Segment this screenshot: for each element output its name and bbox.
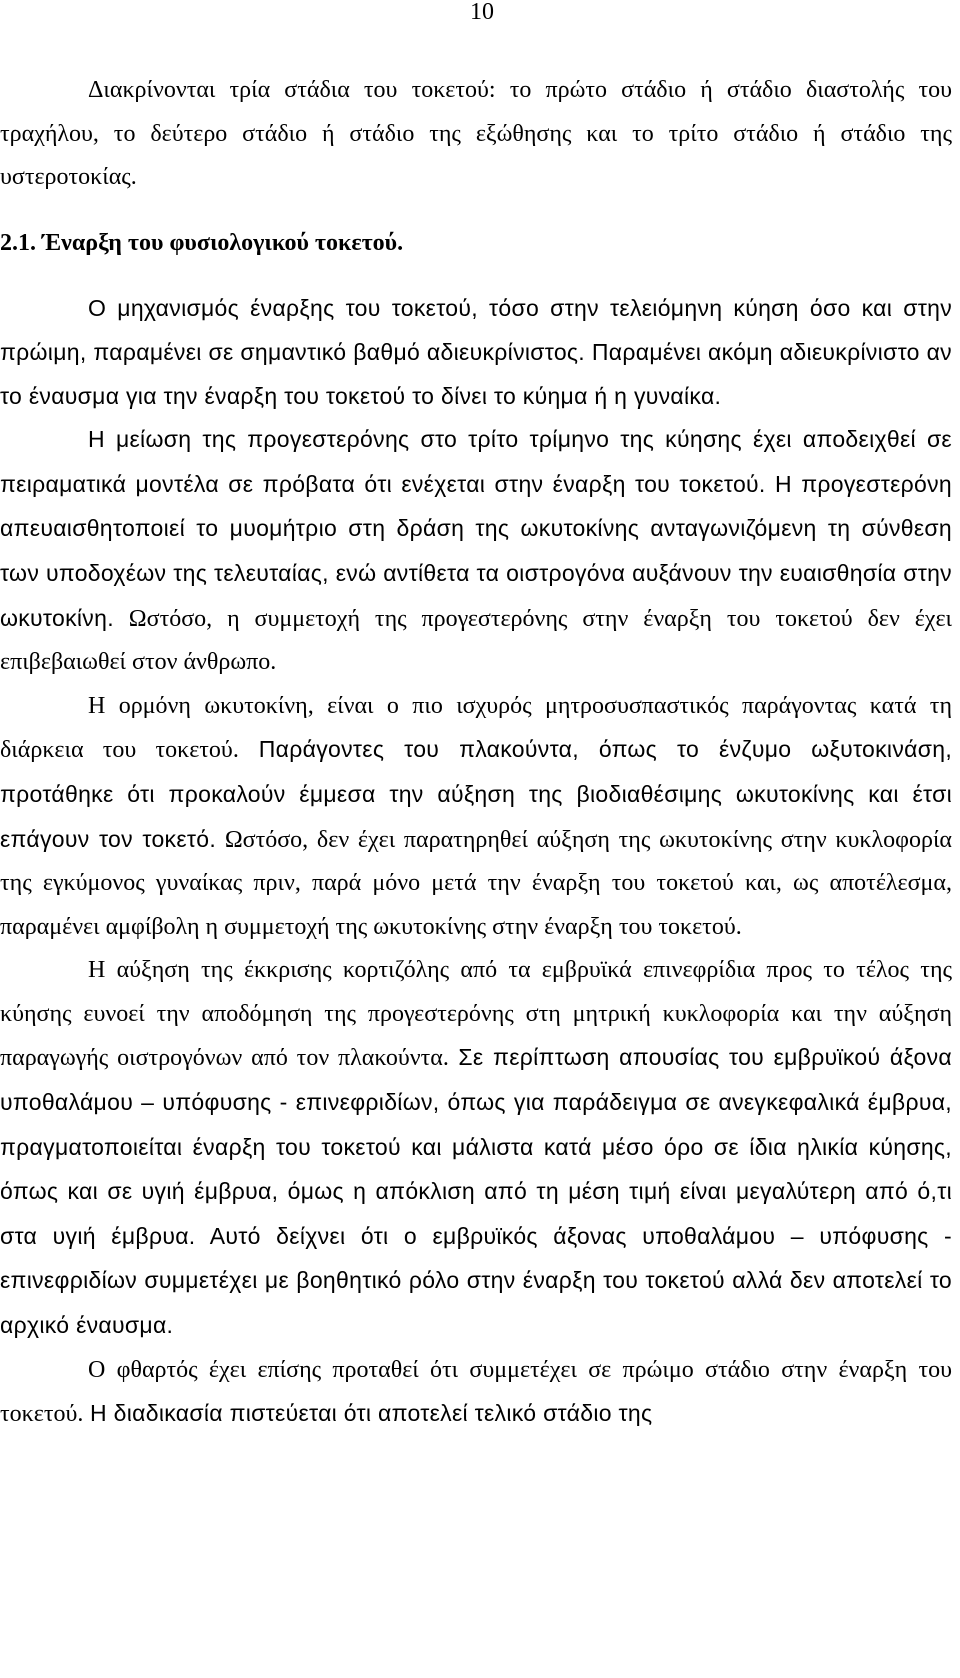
paragraph-progesterone-text-a: Η μείωση της προγεστερόνης στο τρίτο τρίμηνο της κύησης έχει αποδειχθεί σε πειραματικά μοντέλα σε πρόβατα ότι ενέχεται στην έναρξη του τοκετού. Η προγεστερόνη απευαισθητοποιεί το μυομήτριο στη δράση της ωκυτοκίνης ανταγωνιζόμενη τη σύνθεση των υποδοχέων της τελευταίας, ενώ αντίθετα τα οιστρογόνα αυξάνουν την ευαισθησία στην ωκυτοκίνη.: [0, 426, 952, 631]
paragraph-decidua: [0, 1349, 952, 1437]
paragraph-progesterone: [0, 418, 952, 685]
paragraph-oxytocin-text-c: Ωστόσο, δεν έχει παρατηρηθεί αύξηση της ωκυτοκίνης στην κυκλοφορία της εγκύμονος γυναίκας πριν, παρά μόνο μετά την έναρξη του τοκετού και, ως αποτέλεσμα, παραμένει αμφίβολη η συμμετοχή της ωκυτοκίνης στην έναρξη του τοκετού.: [0, 826, 952, 940]
paragraph-cortisol-text-b: Σε περίπτωση απουσίας του εμβρυϊκού άξονα υποθαλάμου – υπόφυσης - επινεφριδίων, όπως για παράδειγμα σε ανεγκεφαλικά έμβρυα, πραγματοποιείται έναρξη του τοκετού και μάλιστα κατά μέσο όρο σε ίδια ηλικία κύησης, όπως και σε υγιή έμβρυα, όμως η απόκλιση από τη μέση τιμή είναι μεγαλύτερη από ό,τι στα υγιή έμβρυα. Αυτό δείχνει ότι ο εμβρυϊκός άξονας υποθαλάμου – υπόφυσης - επινεφριδίων συμμετέχει με βοηθητικό ρόλο στην έναρξη του τοκετού αλλά δεν αποτελεί το αρχικό έναυσμα.: [0, 1044, 952, 1339]
section-heading: 2.1. Έναρξη του φυσιολογικού τοκετού.: [0, 229, 404, 256]
paragraph-decidua-text-a: Ο φθαρτός έχει επίσης προταθεί ότι συμμετέχει σε πρώιμο στάδιο στην έναρξη του τοκετού.: [0, 1356, 952, 1428]
paragraph-cortisol-text-a: Η αύξηση της έκκρισης κορτιζόλης από τα εμβρυϊκά επινεφρίδια προς το τέλος της κύησης ευνοεί την αποδόμηση της προγεστερόνης στη μητρική κυκλοφορία και την αύξηση παραγωγής οιστρογόνων από τον πλακούντα.: [0, 957, 952, 1072]
paragraph-oxytocin-text-a: Η ορμόνη ωκυτοκίνη, είναι ο πιο ισχυρός μητροσυσπαστικός παράγοντας κατά τη διάρκεια του τοκετού.: [0, 692, 952, 764]
document-body: [0, 69, 952, 1437]
paragraph-mechanism: [0, 287, 952, 418]
paragraph-progesterone-text-b: Ωστόσο, η συμμετοχή της προγεστερόνης στην έναρξη του τοκετού δεν έχει επιβεβαιωθεί στον άνθρωπο.: [0, 605, 952, 676]
page-number: 10: [470, 0, 494, 25]
intro-paragraph: Διακρίνονται τρία στάδια του τοκετού: το πρώτο στάδιο ή στάδιο διαστολής του τραχήλου, το δεύτερο στάδιο ή στάδιο της εξώθησης και το τρίτο στάδιο ή στάδιο της υστεροτοκίας.: [0, 77, 952, 191]
paragraph-decidua-text-b: Η διαδικασία πιστεύεται ότι αποτελεί τελικό στάδιο της: [83, 1400, 653, 1427]
paragraph-mechanism-text: Ο μηχανισμός έναρξης του τοκετού, τόσο στην τελειόμηνη κύηση όσο και στην πρώιμη, παραμένει σε σημαντικό βαθμό αδιευκρίνιστος. Παραμένει ακόμη αδιευκρίνιστο αν το έναυσμα για την έναρξη του τοκετού το δίνει το κύημα ή η γυναίκα.: [0, 295, 952, 409]
paragraph-oxytocin: [0, 685, 952, 950]
paragraph-oxytocin-text-b: Παράγοντες του πλακούντα, όπως το ένζυμο ωξυτοκινάση, προτάθηκε ότι προκαλούν έμμεσα την αύξηση της βιοδιαθέσιμης ωκυτοκίνης και έτσι επάγουν τον τοκετό.: [0, 736, 953, 852]
paragraph-cortisol: [0, 949, 952, 1348]
